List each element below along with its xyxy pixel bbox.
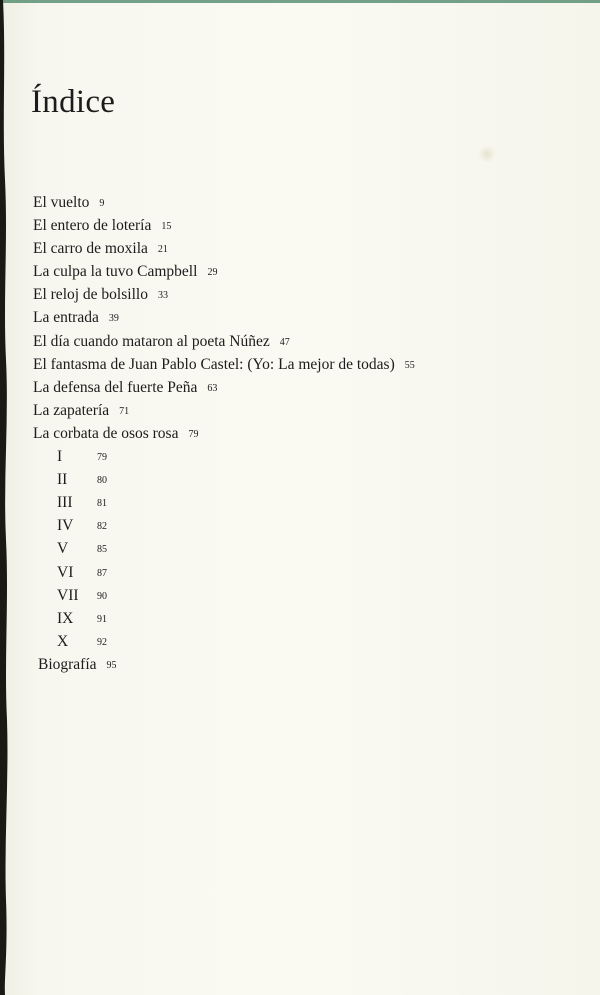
toc-entry (33, 214, 553, 237)
toc-subentry-page: 85 (97, 544, 107, 556)
toc-entry-page: 47 (279, 336, 290, 348)
toc-entry-biography (33, 653, 553, 676)
toc-entry-page: 21 (157, 244, 168, 256)
toc-entry (33, 399, 553, 422)
toc-entry-title: La entrada (33, 309, 99, 327)
toc-entry (33, 260, 553, 283)
toc-entry-title: El entero de lotería (33, 217, 152, 235)
toc-entry-title: El día cuando mataron al poeta Núñez (33, 332, 270, 350)
toc-subentry-page: 91 (97, 613, 107, 625)
toc-subentry (33, 607, 553, 630)
toc-entry (33, 330, 553, 353)
toc-entry-title: El vuelto (33, 194, 90, 211)
toc-subentry-numeral: X (57, 632, 69, 650)
toc-subentry (33, 445, 553, 468)
toc-subentry-page: 92 (97, 636, 107, 648)
toc-subentry-numeral: II (57, 471, 68, 489)
toc-subentry-page: 82 (97, 521, 107, 533)
toc-subentry (33, 514, 553, 537)
toc-entry-page: 71 (119, 405, 130, 417)
toc-entry (33, 191, 553, 214)
toc-entry-page: 39 (108, 313, 119, 325)
toc-subentry (33, 561, 553, 584)
toc-subentry-numeral: III (57, 494, 73, 512)
toc-subentry-numeral: IX (57, 609, 74, 627)
toc-subentry (33, 537, 553, 560)
toc-subentry-numeral: I (57, 448, 63, 466)
toc-entry-title: La culpa la tuvo Campbell (33, 263, 198, 281)
toc-subentry-numeral: IV (57, 517, 74, 535)
toc-entry (33, 422, 553, 445)
binding-edge (0, 0, 9, 995)
toc-subentry (33, 584, 553, 607)
page-title: Índice (31, 84, 116, 120)
toc-entry-page: 15 (161, 221, 172, 233)
toc-entry-page: 29 (207, 267, 218, 279)
toc-entry-title: La defensa del fuerte Peña (33, 378, 198, 396)
toc-subentry-page: 90 (97, 590, 107, 602)
page-top-edge (0, 0, 600, 3)
toc-entry-page: 95 (106, 659, 117, 671)
toc-entry-title: El fantasma de Juan Pablo Castel: (Yo: La mejor de todas) (33, 355, 395, 373)
toc-subentry-page: 87 (97, 567, 107, 579)
toc-entry-page: 79 (188, 428, 199, 440)
toc-entry (33, 283, 553, 306)
toc-subentry (33, 630, 553, 653)
toc-entry (33, 237, 553, 260)
toc-subentry-page: 81 (97, 498, 107, 510)
toc-entry-title: La zapatería (33, 401, 110, 419)
toc-subentry-page: 79 (97, 452, 107, 464)
table-of-contents (33, 191, 553, 676)
toc-entry (33, 376, 553, 399)
toc-subentry (33, 468, 553, 491)
toc-subentry-numeral: VI (57, 563, 74, 581)
toc-subentry-numeral: V (57, 540, 69, 558)
toc-entry-title: Biografía (38, 655, 97, 673)
toc-entry-page: 9 (99, 198, 105, 209)
toc-subentry-page: 80 (97, 475, 107, 487)
toc-entry-page: 55 (404, 359, 415, 371)
toc-subentry-numeral: VII (57, 586, 79, 604)
toc-entry-title: El reloj de bolsillo (33, 286, 148, 304)
toc-entry-title: El carro de moxila (33, 240, 148, 258)
toc-entry (33, 306, 553, 329)
paper-smudge (478, 145, 496, 163)
toc-subentry (33, 491, 553, 514)
toc-entry (33, 353, 553, 376)
toc-entry-title: La corbata de osos rosa (33, 424, 179, 442)
toc-entry-page: 33 (157, 290, 168, 302)
toc-entry-page: 63 (207, 382, 218, 394)
